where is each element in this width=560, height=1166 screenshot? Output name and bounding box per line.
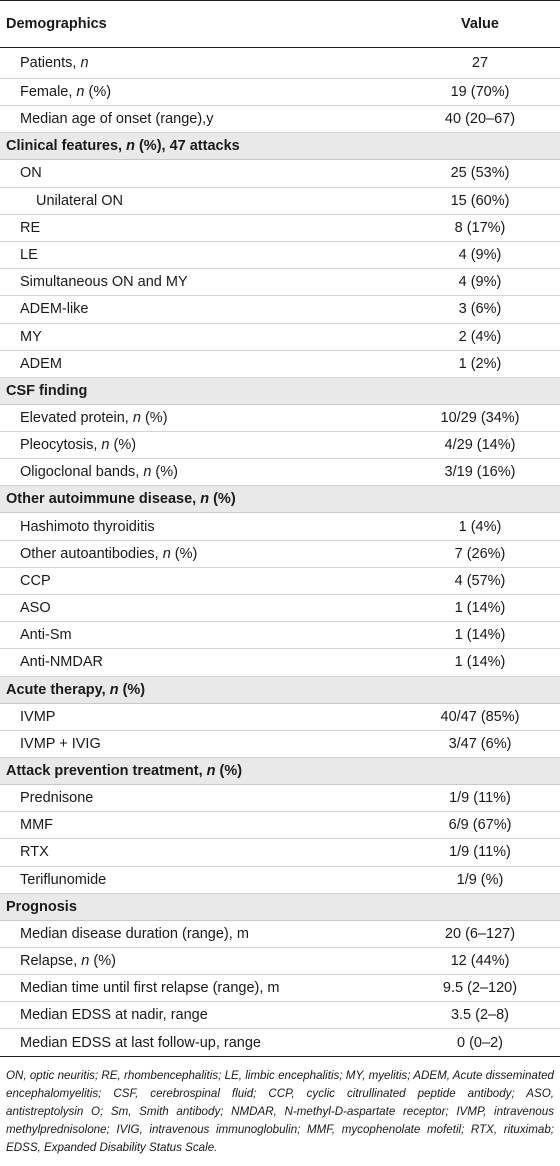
- label-text: Prognosis: [6, 898, 77, 915]
- label-text: RTX: [20, 844, 49, 861]
- row-value: 2 (4%): [400, 323, 560, 350]
- row-label: [0, 812, 400, 839]
- table-row: [0, 106, 560, 133]
- row-value: 4 (9%): [400, 269, 560, 296]
- row-value: 6/9 (67%): [400, 812, 560, 839]
- label-text: Patients,: [20, 55, 81, 71]
- label-text: ADEM-like: [20, 301, 89, 318]
- table-row: [0, 48, 560, 79]
- label-text: Relapse,: [20, 952, 82, 969]
- row-label: [0, 513, 400, 540]
- table-row: [0, 947, 560, 974]
- label-suffix: (%): [84, 84, 112, 101]
- label-text: CCP: [20, 572, 51, 589]
- row-value: 1 (2%): [400, 350, 560, 377]
- row-value: 25 (53%): [400, 160, 560, 187]
- section-title: [0, 757, 560, 784]
- row-value: 15 (60%): [400, 187, 560, 214]
- table-row: [0, 296, 560, 323]
- row-value: 1/9 (%): [400, 866, 560, 893]
- row-label: [0, 350, 400, 377]
- label-text: Other autoantibodies,: [20, 545, 163, 562]
- row-label: [0, 595, 400, 622]
- row-label: [0, 106, 400, 133]
- label-text: MY: [20, 328, 42, 345]
- label-text: Pleocytosis,: [20, 437, 102, 454]
- row-label: [0, 187, 400, 214]
- label-suffix: (%): [170, 545, 198, 562]
- table-row: [0, 350, 560, 377]
- label-text: Median age of onset (range),y: [20, 111, 214, 128]
- table-row: [0, 730, 560, 757]
- label-text: CSF finding: [6, 382, 88, 399]
- section-header-row: [0, 757, 560, 784]
- label-suffix: (%): [89, 952, 116, 969]
- row-value: 1 (14%): [400, 622, 560, 649]
- row-label: [0, 567, 400, 594]
- label-suffix: (%): [151, 464, 178, 481]
- table-footnote: ON, optic neuritis; RE, rhombencephalitis; LE, limbic encephalitis; MY, myelitis; ADEM, Acute disseminated encephalomyelitis; CSF, cerebrospinal fluid; CCP, cyclic citrullinated peptide antibody; ASO, antistreptolysin O; Sm, Smith antibody; NMDAR, N-methyl-D-aspartate receptor; IVMP, intravenous methylprednisolone; IVIG, intravenous immunoglobulin; MMF, mycophenolate mofetil; RTX, rituximab; EDSS, Expanded Disability Status Scale.: [6, 1068, 554, 1154]
- table-row: [0, 595, 560, 622]
- section-title: [0, 377, 560, 404]
- table-row: [0, 160, 560, 187]
- row-label: [0, 269, 400, 296]
- row-value: 9.5 (2–120): [400, 975, 560, 1002]
- label-suffix: (%): [215, 762, 243, 779]
- label-text: MMF: [20, 817, 54, 834]
- row-value: 4 (57%): [400, 567, 560, 594]
- row-label: [0, 459, 400, 486]
- table-row: [0, 540, 560, 567]
- label-text: Other autoimmune disease,: [6, 491, 201, 508]
- label-text: Unilateral ON: [36, 192, 124, 209]
- row-value: 0 (0–2): [400, 1029, 560, 1056]
- row-value: 40/47 (85%): [400, 703, 560, 730]
- row-label: [0, 784, 400, 811]
- row-label: [0, 1029, 400, 1056]
- label-text: Clinical features,: [6, 138, 127, 155]
- row-label: [0, 404, 400, 431]
- row-label: [0, 703, 400, 730]
- label-text: ASO: [20, 600, 51, 617]
- label-text: IVMP: [20, 708, 56, 725]
- label-text: Attack prevention treatment,: [6, 762, 207, 779]
- row-value: 1 (4%): [400, 513, 560, 540]
- section-header-row: [0, 377, 560, 404]
- row-label: [0, 730, 400, 757]
- table-row: [0, 241, 560, 268]
- table-row: [0, 323, 560, 350]
- row-value: 3 (6%): [400, 296, 560, 323]
- table-row: [0, 812, 560, 839]
- row-label: [0, 160, 400, 187]
- table-row: [0, 622, 560, 649]
- label-text: Median EDSS at last follow-up, range: [20, 1034, 261, 1051]
- row-label: [0, 79, 400, 106]
- label-italic-n: n: [206, 762, 216, 779]
- label-suffix: (%), 47 attacks: [134, 138, 240, 155]
- label-text: Acute therapy,: [6, 681, 110, 698]
- label-italic-n: n: [109, 681, 119, 698]
- section-title: [0, 893, 560, 920]
- label-suffix: (%): [109, 437, 137, 454]
- table-row: [0, 784, 560, 811]
- label-text: Prednisone: [20, 790, 94, 807]
- row-label: [0, 48, 400, 79]
- row-value: 8 (17%): [400, 214, 560, 241]
- row-label: [0, 649, 400, 676]
- section-title: [0, 676, 560, 703]
- label-italic-n: n: [143, 464, 152, 481]
- label-suffix: (%): [140, 409, 168, 426]
- row-label: [0, 947, 400, 974]
- row-label: [0, 296, 400, 323]
- label-text: Median disease duration (range), m: [20, 925, 249, 942]
- table-header-row: [0, 1, 560, 48]
- section-title: [0, 486, 560, 513]
- row-label: [0, 866, 400, 893]
- row-label: [0, 241, 400, 268]
- row-label: [0, 540, 400, 567]
- label-italic-n: n: [81, 952, 90, 969]
- label-italic-n: n: [162, 545, 171, 562]
- table-row: [0, 513, 560, 540]
- label-text: Female,: [20, 84, 77, 101]
- section-title: [0, 133, 560, 160]
- row-value: 1/9 (11%): [400, 784, 560, 811]
- row-label: [0, 975, 400, 1002]
- label-text: LE: [20, 247, 38, 264]
- label-text: Median EDSS at nadir, range: [20, 1007, 208, 1024]
- row-label: [0, 1002, 400, 1029]
- row-label: [0, 432, 400, 459]
- table-body: [0, 48, 560, 1057]
- header-demographics: Demographics: [0, 1, 400, 48]
- row-value: 3.5 (2–8): [400, 1002, 560, 1029]
- table-row: [0, 567, 560, 594]
- row-value: 12 (44%): [400, 947, 560, 974]
- label-text: Median time until first relapse (range), m: [20, 980, 280, 997]
- label-text: Oligoclonal bands,: [20, 464, 144, 481]
- row-value: 10/29 (34%): [400, 404, 560, 431]
- table-row: [0, 920, 560, 947]
- label-text: Elevated protein,: [20, 409, 133, 426]
- label-italic-n: n: [80, 55, 89, 71]
- label-text: Teriflunomide: [20, 871, 107, 888]
- row-value: 3/19 (16%): [400, 459, 560, 486]
- table-row: [0, 866, 560, 893]
- row-value: 7 (26%): [400, 540, 560, 567]
- table-row: [0, 269, 560, 296]
- label-text: IVMP + IVIG: [20, 735, 101, 752]
- row-value: 27: [400, 48, 560, 79]
- label-text: Anti-NMDAR: [20, 654, 103, 671]
- row-value: 1 (14%): [400, 649, 560, 676]
- row-value: 19 (70%): [400, 79, 560, 106]
- label-suffix: (%): [209, 491, 236, 508]
- label-text: Hashimoto thyroiditis: [20, 518, 155, 535]
- table-row: [0, 1029, 560, 1056]
- table-row: [0, 703, 560, 730]
- label-text: ADEM: [20, 355, 62, 372]
- table-row: [0, 1002, 560, 1029]
- table-row: [0, 187, 560, 214]
- section-header-row: [0, 486, 560, 513]
- label-suffix: (%): [118, 681, 146, 698]
- row-label: [0, 920, 400, 947]
- row-value: 20 (6–127): [400, 920, 560, 947]
- row-label: [0, 839, 400, 866]
- row-value: 3/47 (6%): [400, 730, 560, 757]
- table-row: [0, 432, 560, 459]
- row-label: [0, 214, 400, 241]
- table-row: [0, 459, 560, 486]
- section-header-row: [0, 133, 560, 160]
- table-row: [0, 839, 560, 866]
- table-row: [0, 975, 560, 1002]
- table-row: [0, 649, 560, 676]
- label-text: RE: [20, 219, 41, 236]
- row-value: 1/9 (11%): [400, 839, 560, 866]
- section-header-row: [0, 676, 560, 703]
- row-label: [0, 323, 400, 350]
- label-italic-n: n: [200, 491, 210, 508]
- header-value: Value: [400, 1, 560, 48]
- row-value: 4 (9%): [400, 241, 560, 268]
- label-text: ON: [20, 165, 42, 182]
- table-row: [0, 404, 560, 431]
- row-value: 4/29 (14%): [400, 432, 560, 459]
- label-italic-n: n: [76, 84, 85, 101]
- table-row: [0, 79, 560, 106]
- label-italic-n: n: [132, 409, 141, 426]
- label-text: Anti-Sm: [20, 627, 72, 644]
- label-italic-n: n: [126, 138, 135, 155]
- label-text: Simultaneous ON and MY: [20, 274, 188, 291]
- section-header-row: [0, 893, 560, 920]
- row-value: 1 (14%): [400, 595, 560, 622]
- row-label: [0, 622, 400, 649]
- table-row: [0, 214, 560, 241]
- row-value: 40 (20–67): [400, 106, 560, 133]
- label-italic-n: n: [101, 437, 110, 454]
